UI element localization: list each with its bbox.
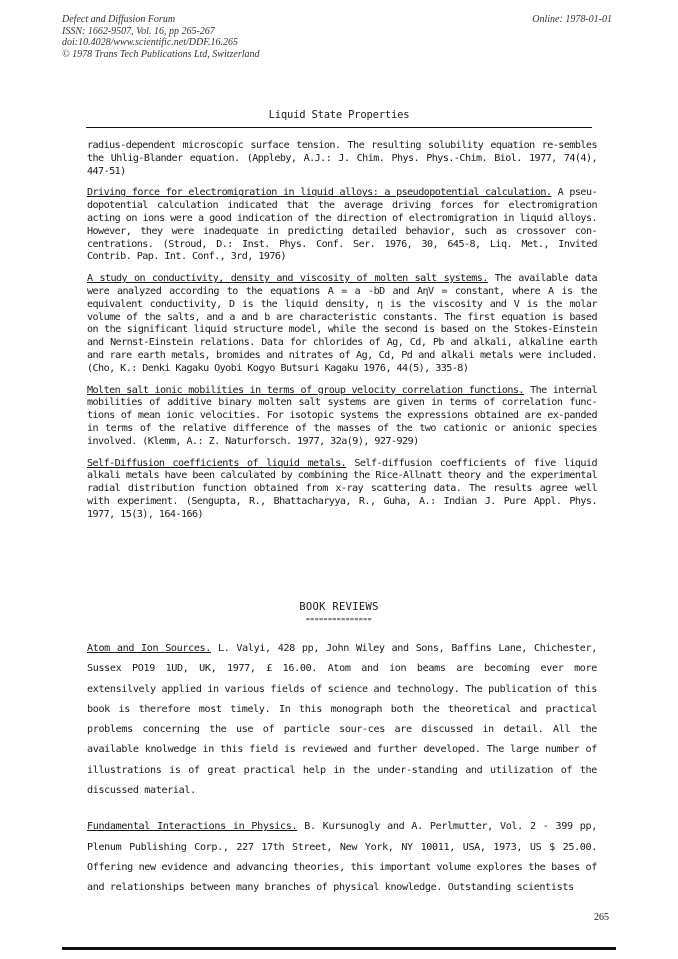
header-rule	[86, 127, 592, 128]
footer-rule	[62, 947, 616, 950]
abstract-body: A pseu-dopotential calculation indicated that the average driving forces for electromigration acting on ions were a good indication of the direction of electromigration in liquid alloys. However, they were inadequate in predicting detailed behavior, such as crossover con-centrations. (Stroud, D.: Inst. Phys. Conf. Ser. 1976, 30, 645-8, Liq. Met., Invited Contrib. Pap. Int. Conf., 3rd, 1976)	[87, 187, 597, 263]
review-paragraph	[87, 639, 597, 801]
copyright-line: © 1978 Trans Tech Publications Ltd, Switzerland	[62, 48, 260, 60]
review-paragraph	[87, 817, 597, 898]
abstracts-section	[87, 140, 597, 531]
abstract-body: Self-diffusion coefficients of five liquid alkali metals have been calculated by combining the Rice-Allnatt theory and the experimental radial distribution function obtained from x-ray scattering data. The results agree well with experiment. (Sengupta, R., Bhattacharyya, R., Guha, A.: Indian J. Pure Appl. Phys. 1977, 15(3), 164-166)	[87, 457, 597, 520]
doi-line: doi:10.4028/www.scientific.net/DDF.16.265	[62, 37, 239, 48]
abstract-title: Self-Diffusion coefficients of liquid metals.	[87, 457, 347, 469]
issn-line: ISSN: 1662-9507, Vol. 16, pp 265-267	[62, 25, 215, 37]
abstract-title: A study on conductivity, density and viscosity of molten salt systems.	[87, 273, 488, 285]
review-body: B. Kursunogly and A. Perlmutter, Vol. 2 - 399 pp, Plenum Publishing Corp., 227 17th Street, New York, NY 10011, USA, 1973, US $ 25.00. Offering new evidence and advancing theories, this important volume explores the bases of and relationships between many branches of physical knowledge. Outstanding scientists	[87, 821, 597, 894]
review-body: L. Valyi, 428 pp, John Wiley and Sons, Baffins Lane, Chichester, Sussex PO19 1UD, UK, 1977, £ 16.00. Atom and ion beams are becoming ever more extensilvely applied in various fields of science and technology. The publication of this book is therefore most timely. In this monograph both the theoretical and practical problems concerning the use of particle sour-ces are discussed in detail. All the available knolwedge in this field is reviewed and further developed. The large number of illustrations is of great practical help in the under-standing and utilization of the discussed material.	[87, 643, 597, 797]
abstract-body: The available data were analyzed according to the equations A = a -bD and AηV = constant, where A is the equivalent conductivity, D is the liquid density, η is the viscosity and V is the molar volume of the salts, and a and b are characteristic constants. The first equation is based on the significant liquid structure model, while the second is based on the Stokes-Einstein and Nernst-Einstein relations. Data for chlorides of Ag, Cd, Pb and alkali, alkaline earth and rare earth metals, bromides and nitrates of Ag, Cd, Pd and alkali metals were included. (Cho, K.: Denki Kagaku Oyobi Kogyo Butsuri Kagaku 1976, 44(5), 335-8)	[87, 273, 598, 374]
abstract-paragraph	[87, 385, 597, 449]
journal-header	[62, 14, 260, 60]
book-reviews-underline: ===============	[305, 615, 373, 623]
abstract-paragraph	[87, 273, 597, 375]
abstract-paragraph	[87, 458, 597, 522]
abstract-paragraph	[87, 140, 597, 178]
review-title: Atom and Ion Sources.	[87, 643, 212, 654]
review-title: Fundamental Interactions in Physics.	[87, 821, 298, 833]
abstract-title: Molten salt ionic mobilities in terms of group velocity correlation functions.	[87, 384, 524, 396]
abstract-title: Driving force for electromigration in liquid alloys: a pseudopotential calculation.	[87, 187, 552, 199]
journal-name: Defect and Diffusion Forum	[62, 14, 176, 25]
abstract-body: radius-dependent microscopic surface tension. The resulting solubility equation re-sembles the Uhlig-Blander equation. (Appleby, A.J.: J. Chim. Phys. Phys.-Chim. Biol. 1977, 74(4), 447-51)	[87, 140, 597, 177]
online-date: Online: 1978-01-01	[532, 14, 612, 25]
page-number: 265	[594, 912, 609, 923]
running-head: Liquid State Properties	[268, 109, 410, 121]
book-reviews-section	[87, 639, 597, 915]
abstract-body: The internal mobilities of additive binary molten salt systems are given in terms of correlation func-tions of mean ionic velocities. For isotopic systems the expressions obtained are ex-panded in terms of the relative difference of the masses of the two cationic or anionic species involved. (Klemm, A.: Z. Naturforsch. 1977, 32a(9), 927-929)	[87, 384, 597, 447]
abstract-paragraph	[87, 187, 597, 264]
book-reviews-heading: BOOK REVIEWS	[299, 601, 379, 613]
